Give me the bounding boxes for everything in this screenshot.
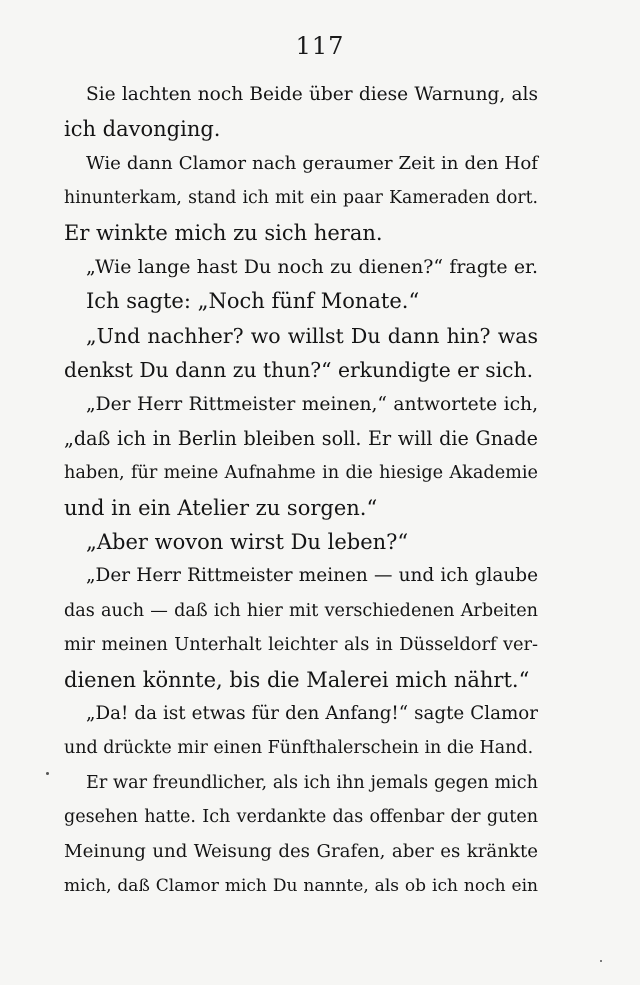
- text-line: Wie dann Clamor nach geraumer Zeit in den Hof: [86, 152, 538, 174]
- text-line: und in ein Atelier zu sorgen.“: [64, 495, 378, 520]
- text-line: dienen könnte, bis die Malerei mich nährt.“: [64, 667, 530, 692]
- text-line: „Aber wovon wirst Du leben?“: [86, 530, 409, 555]
- text-line: mich, daß Clamor mich Du nannte, als ob ich noch ein: [64, 875, 538, 896]
- text-line: Er war freundlicher, als ich ihn jemals gegen mich: [86, 772, 538, 793]
- text-line: und drückte mir einen Fünfthalerschein in die Hand.: [64, 738, 534, 759]
- page-number: 117: [295, 32, 345, 60]
- text-line: denkst Du dann zu thun?“ erkundigte er sich.: [64, 358, 534, 383]
- text-line: Sie lachten noch Beide über diese Warnung, als: [86, 84, 538, 105]
- text-line: ich davonging.: [64, 117, 221, 142]
- text-line: Er winkte mich zu sich heran.: [64, 220, 383, 245]
- text-line: gesehen hatte. Ich verdankte das offenbar der guten: [64, 807, 538, 828]
- text-line: haben, für meine Aufnahme in die hiesige Akademie: [64, 463, 538, 484]
- body-text: [64, 78, 538, 903]
- text-line: „daß ich in Berlin bleiben soll. Er will die Gnade: [64, 426, 538, 450]
- text-line: hinunterkam, stand ich mit ein paar Kameraden dort.: [64, 188, 538, 209]
- text-line: „Der Herr Rittmeister meinen — und ich glaube: [86, 565, 538, 587]
- text-line: das auch — daß ich hier mit verschiedenen Arbeiten: [64, 600, 538, 621]
- text-line: „Der Herr Rittmeister meinen,“ antwortete ich,: [86, 393, 538, 415]
- text-line: „Und nachher? wo willst Du dann hin? was: [86, 323, 538, 348]
- text-line: Ich sagte: „Noch fünf Monate.“: [86, 289, 420, 314]
- text-line: „Wie lange hast Du noch zu dienen?“ fragte er.: [86, 255, 538, 278]
- print-speck: [46, 772, 49, 775]
- text-line: „Da! da ist etwas für den Anfang!“ sagte Clamor: [86, 703, 538, 725]
- text-line: mir meinen Unterhalt leichter als in Düsseldorf ver-: [64, 634, 538, 656]
- text-line: Meinung und Weisung des Grafen, aber es kränkte: [64, 840, 538, 862]
- print-speck: [600, 960, 602, 962]
